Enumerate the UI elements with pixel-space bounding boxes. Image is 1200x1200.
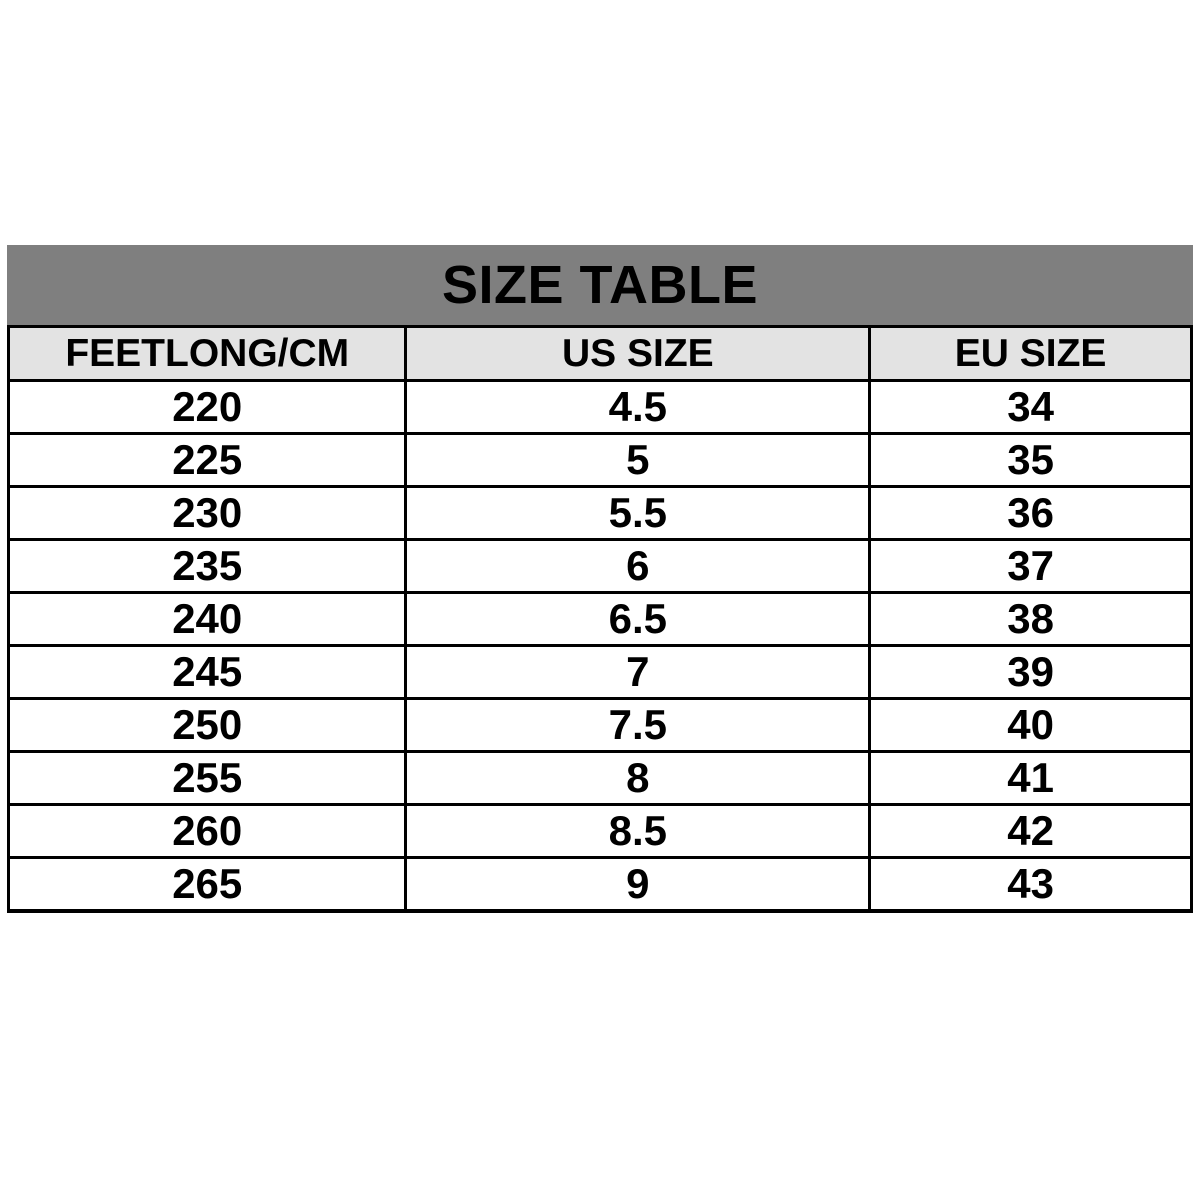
size-table-container	[7, 245, 1193, 913]
cell-eu-size: 38	[870, 593, 1192, 646]
table-row	[9, 646, 1192, 699]
size-table	[7, 325, 1193, 913]
cell-feetlong: 260	[9, 805, 406, 858]
column-header-feetlong-cm: FEETLONG/CM	[9, 327, 406, 381]
column-header-us-size: US SIZE	[406, 327, 870, 381]
cell-us-size: 5	[406, 434, 870, 487]
table-row	[9, 381, 1192, 434]
cell-us-size: 9	[406, 858, 870, 912]
cell-eu-size: 35	[870, 434, 1192, 487]
table-row	[9, 540, 1192, 593]
cell-us-size: 5.5	[406, 487, 870, 540]
cell-eu-size: 43	[870, 858, 1192, 912]
cell-feetlong: 225	[9, 434, 406, 487]
table-row	[9, 699, 1192, 752]
cell-feetlong: 245	[9, 646, 406, 699]
size-table-title-bar	[7, 245, 1193, 325]
cell-us-size: 4.5	[406, 381, 870, 434]
cell-eu-size: 34	[870, 381, 1192, 434]
cell-feetlong: 240	[9, 593, 406, 646]
cell-feetlong: 255	[9, 752, 406, 805]
cell-us-size: 6	[406, 540, 870, 593]
table-row	[9, 805, 1192, 858]
cell-eu-size: 40	[870, 699, 1192, 752]
cell-eu-size: 37	[870, 540, 1192, 593]
header-row	[9, 327, 1192, 381]
column-header-eu-size: EU SIZE	[870, 327, 1192, 381]
table-row	[9, 858, 1192, 912]
cell-eu-size: 41	[870, 752, 1192, 805]
cell-eu-size: 42	[870, 805, 1192, 858]
cell-us-size: 6.5	[406, 593, 870, 646]
cell-us-size: 8	[406, 752, 870, 805]
cell-feetlong: 220	[9, 381, 406, 434]
cell-feetlong: 235	[9, 540, 406, 593]
table-row	[9, 434, 1192, 487]
table-row	[9, 752, 1192, 805]
cell-us-size: 7	[406, 646, 870, 699]
cell-feetlong: 265	[9, 858, 406, 912]
table-row	[9, 487, 1192, 540]
cell-us-size: 8.5	[406, 805, 870, 858]
table-row	[9, 593, 1192, 646]
cell-us-size: 7.5	[406, 699, 870, 752]
cell-feetlong: 250	[9, 699, 406, 752]
size-table-title: SIZE TABLE	[441, 255, 758, 315]
cell-eu-size: 39	[870, 646, 1192, 699]
cell-feetlong: 230	[9, 487, 406, 540]
cell-eu-size: 36	[870, 487, 1192, 540]
